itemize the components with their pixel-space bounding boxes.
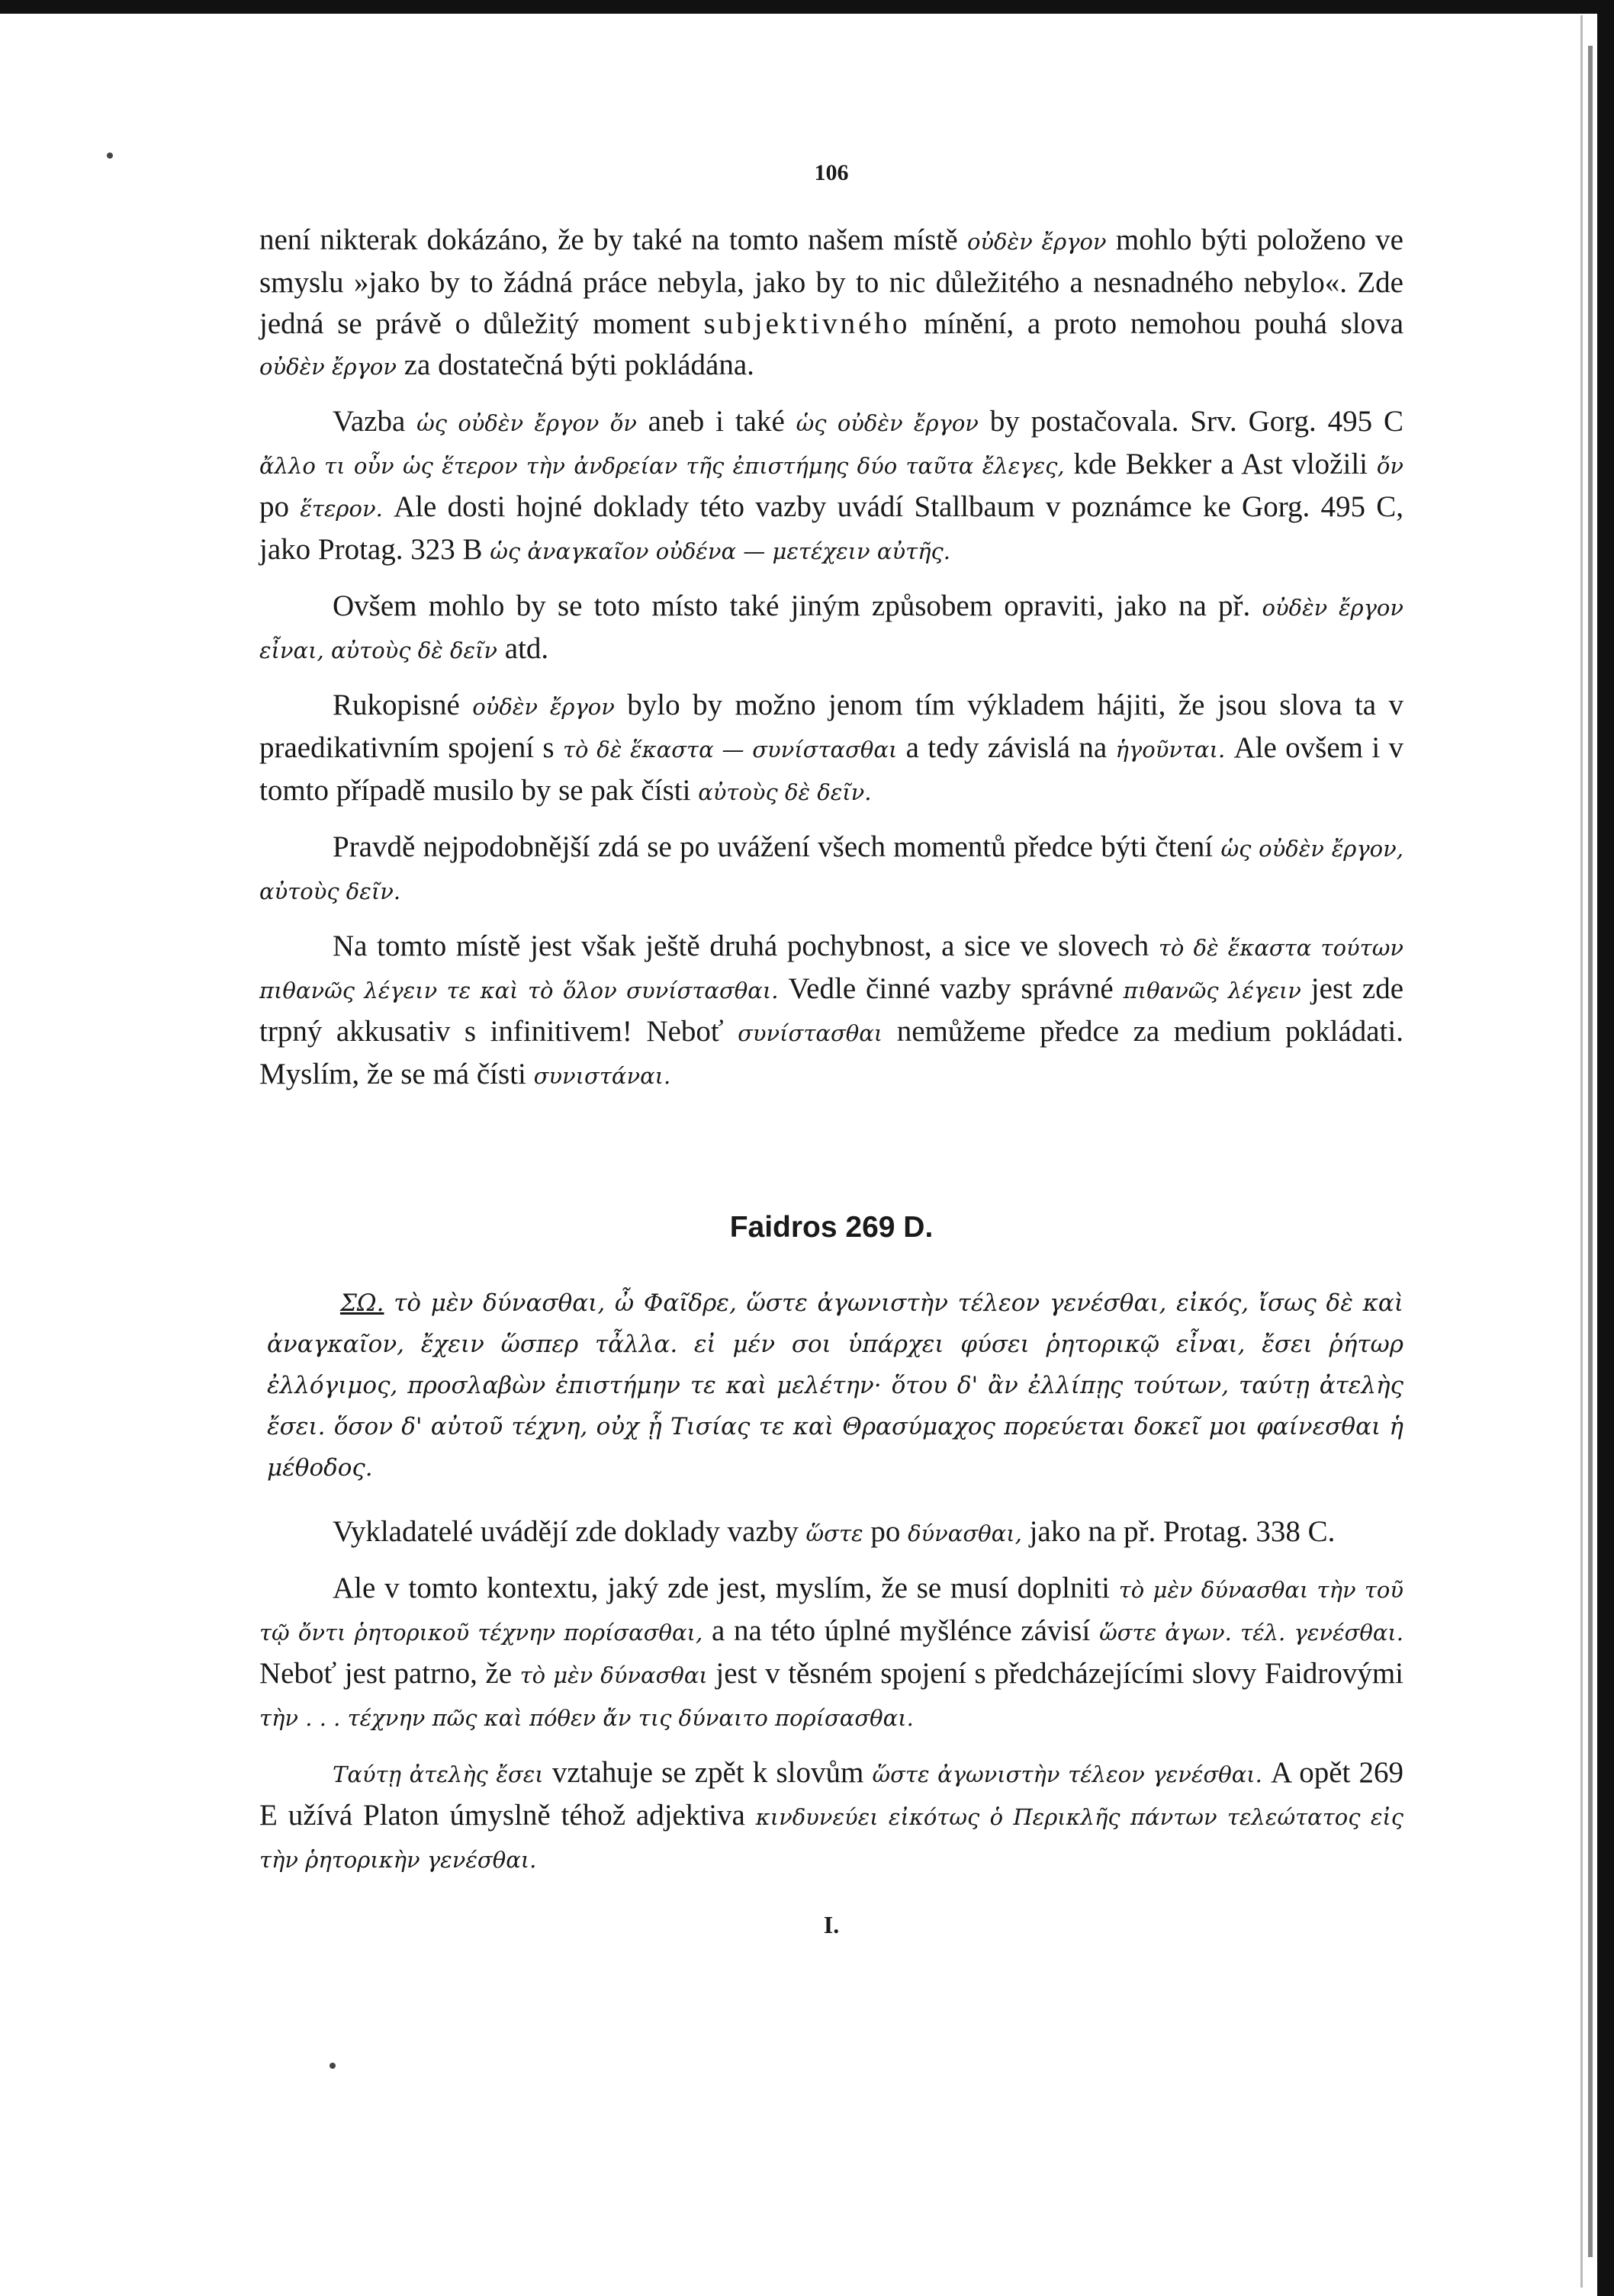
- scan-speck: [107, 153, 113, 159]
- text-run: jako na př. Protag. 338 C.: [1021, 1515, 1336, 1548]
- text-run: Neboť jest patrno, že: [259, 1657, 520, 1690]
- text-run: po: [259, 490, 301, 523]
- greek-run: ὡς οὐδὲν ἔργον: [796, 410, 979, 436]
- text-run: a tedy závislá na: [897, 731, 1116, 764]
- greek-run: οὐδὲν ἔργον εἶναι, αὐτοὺς δὲ δεῖν: [259, 595, 1403, 663]
- greek-run: τὸ μὲν δύνασθαι τὴν τοῦ τῷ ὄντι ῥητορικοῦ τέχνην πορίσασθαι,: [259, 1577, 1403, 1646]
- greek-run: τὸ μὲν δύνασθαι, ὦ Φαῖδρε, ὥστε ἀγωνιστὴν τέλεον γενέσθαι, εἰκός, ἴσως δὲ καὶ ἀναγκαῖον, ἔχειν ὥσπερ τἆλλα. εἰ μέν σοι ὑπάρχει φύσει ῥητορικῷ εἶναι, ἔσει ῥήτωρ ἐλλόγιμος, προσλαβὼν ἐπιστήμην τε καὶ μελέτην· ὅτου δ' ἂν ἐλλίπῃς τούτων, ταύτῃ ἀτελὴς ἔσει. ὅσον δ' αὐτοῦ τέχνη, οὐχ ᾗ Τισίας τε καὶ Θρασύμαχος πορεύεται δοκεῖ μοι φαίνεσθαι ἡ μέθοδος.: [267, 1289, 1403, 1482]
- paragraph-3: [259, 586, 1403, 671]
- spaced-word: subjektivného: [703, 307, 911, 340]
- text-run: Pravdě nejpodobnější zdá se po uvážení všech momentů předce býti čtení: [333, 830, 1221, 863]
- greek-run: κινδυνεύει εἰκότως ὁ Περικλῆς πάντων τελεώτατος εἰς τὴν ῥητορικὴν γενέσθαι.: [259, 1804, 1403, 1873]
- text-run: Vykladatelé uvádějí zde doklady vazby: [333, 1515, 806, 1548]
- text-run: bylo by možno jenom tím výkladem hájiti, že jsou slova ta v praedikativním spojení s: [259, 689, 1404, 764]
- speaker-label: ΣΩ.: [340, 1289, 384, 1317]
- greek-run: τὸ δὲ ἕκαστα τούτων πιθανῶς λέγειν τε καὶ τὸ ὅλον συνίστασθαι.: [259, 935, 1403, 1003]
- text-run: mínění, a proto nemohou pouhá slova: [910, 307, 1404, 340]
- greek-run: ἕτερον.: [300, 496, 383, 522]
- greek-run: τὸ μὲν δύνασθαι: [519, 1662, 708, 1688]
- paragraph-2: [259, 401, 1403, 572]
- greek-run: ὥστε ἀγων. τέλ. γενέσθαι.: [1099, 1620, 1403, 1646]
- scan-edge-top: [0, 0, 1614, 14]
- greek-run: ὥστε ἀγωνιστὴν τέλεον γενέσθαι.: [872, 1761, 1262, 1787]
- text-run: za dostatečná býti pokládána.: [397, 348, 754, 381]
- greek-quotation: [267, 1283, 1403, 1488]
- text-run: A opět 269 E užívá Platon úmyslně téhož adjektiva: [259, 1756, 1403, 1832]
- paragraph-1: [259, 220, 1403, 387]
- scan-edge-line: [1580, 15, 1583, 2288]
- greek-run: τὸ δὲ ἕκαστα — συνίστασθαι: [562, 737, 898, 763]
- greek-run: δύνασθαι,: [908, 1520, 1022, 1546]
- greek-run: συνίστασθαι: [738, 1020, 883, 1046]
- text-run: nemůžeme předce za medium pokládati. Myslím, že se má čísti: [259, 1015, 1403, 1090]
- text-run: jest v těsném spojení s předcházejícími slovy Faidrovými: [707, 1657, 1403, 1690]
- text-run: vztahuje se zpět k slovům: [543, 1756, 873, 1789]
- text-run: atd.: [497, 632, 549, 665]
- paragraph-4: [259, 685, 1403, 813]
- greek-run: οὐδὲν ἔργον: [472, 694, 615, 720]
- scan-edge-shadow: [1588, 46, 1593, 2257]
- paragraph-9: [259, 1752, 1403, 1880]
- paragraph-8: [259, 1568, 1403, 1739]
- text-run: Vazba: [333, 405, 417, 438]
- text-run: Ale v tomto kontextu, jaký zde jest, myslím, že se musí doplniti: [333, 1572, 1119, 1604]
- text-run: by postačovala. Srv. Gorg. 495 C: [978, 405, 1403, 438]
- text-run: a na této úplné myšlénce závisí: [703, 1614, 1100, 1647]
- greek-run: ἄλλο τι οὖν ὡς ἕτερον τὴν ἀνδρείαν τῆς ἐπιστήμης δύο ταῦτα ἔλεγες,: [259, 453, 1065, 479]
- text-run: Ale ovšem i v tomto případě musilo by se pak čísti: [259, 731, 1403, 807]
- greek-run: ὡς οὐδὲν ἔργον ὄν: [416, 410, 637, 436]
- section-mark: I.: [823, 1911, 840, 1938]
- greek-run: συνιστάναι.: [533, 1063, 671, 1089]
- greek-run: Ταύτῃ ἀτελὴς ἔσει: [333, 1761, 544, 1787]
- text-run: Vedle činné vazby správné: [778, 972, 1124, 1005]
- greek-run: τὴν . . . τέχνην πῶς καὶ πόθεν ἄν τις δύναιτο πορίσασθαι.: [259, 1705, 914, 1731]
- text-run: Na tomto místě jest však ještě druhá pochybnost, a sice ve slovech: [333, 930, 1159, 962]
- section-heading: Faidros 269 D.: [729, 1211, 934, 1244]
- paragraph-5: [259, 827, 1403, 912]
- scan-edge-right: [1597, 0, 1614, 2296]
- text-run: Rukopisné: [333, 689, 473, 721]
- greek-run: ὡς ἀναγκαῖον οὐδένα — μετέχειν αὐτῆς.: [490, 538, 950, 564]
- text-run: aneb i také: [636, 405, 796, 438]
- greek-run: οὐδὲν ἔργον: [966, 229, 1107, 255]
- text-run: není nikterak dokázáno, že by také na tomto našem místě: [259, 223, 967, 256]
- greek-run: ὡς οὐδὲν ἔργον, αὐτοὺς δεῖν.: [259, 836, 1403, 904]
- paragraph-6: [259, 926, 1403, 1097]
- text-run: po: [863, 1515, 908, 1548]
- greek-run: ἡγοῦνται.: [1115, 737, 1226, 763]
- page: [259, 160, 1403, 1939]
- text-run: kde Bekker a Ast vložili: [1064, 448, 1377, 480]
- text-run: mohlo býti položeno ve smyslu »jako by to žádná práce nebyla, jako by to nic důležitého a nesnadného nebylo«. Zde jedná se právě o důležitý moment: [259, 223, 1403, 340]
- greek-run: ὄν: [1376, 453, 1403, 479]
- text-run: jest zde trpný akkusativ s infinitivem! Neboť: [259, 972, 1404, 1048]
- greek-run: οὐδὲν ἔργον: [259, 354, 397, 380]
- greek-run: αὐτοὺς δὲ δεῖν.: [698, 779, 872, 805]
- greek-run: πιθανῶς λέγειν: [1123, 978, 1301, 1003]
- page-number: 106: [814, 160, 849, 185]
- paragraph-7: [259, 1511, 1403, 1554]
- greek-run: ὥστε: [805, 1520, 863, 1546]
- text-run: Ovšem mohlo by se toto místo také jiným způsobem opraviti, jako na př.: [333, 589, 1262, 622]
- scan-speck: [330, 2063, 336, 2069]
- text-run: Ale dosti hojné doklady této vazby uvádí Stallbaum v poznámce ke Gorg. 495 C, jako Protag. 323 B: [259, 490, 1404, 566]
